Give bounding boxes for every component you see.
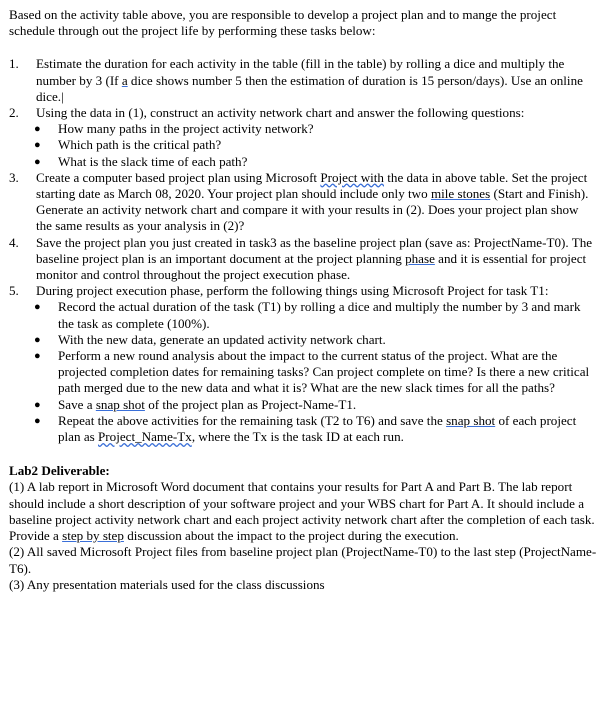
bullet-item: ● Which path is the critical path? [34, 137, 222, 153]
deliverable-item-2: (2) All saved Microsoft Project files from baseline project plan (ProjectName-T0) to the last step (ProjectName-T6). [9, 544, 597, 576]
task-4: 4. Save the project plan you just created in task3 as the baseline project plan (save as: ProjectName-T0). The baseline project plan is an important document at the project planning phase and it is essential for project monitor and control throughout the project execution phase. [9, 234, 593, 283]
bullet-item: ● Perform a new round analysis about the impact to the current status of the project. What are the projected completion dates for remaining tasks? Can project complete on time? Is there a new critical path merged due to the new data and what it is? What are the new slack times for all the paths? [34, 348, 590, 396]
task-5: 5. During project execution phase, perform the following things using Microsoft Project for task T1: [9, 283, 549, 299]
bullet-icon: ● [34, 414, 41, 427]
task-2-bullets [9, 121, 597, 170]
task-list [9, 56, 597, 121]
task-text: Estimate the duration for each activity in the table (fill in the table) by rolling a dice and multiply the number by 3 (If [36, 56, 565, 88]
task-3: 3. Create a computer based project plan using Microsoft Project with the data in above table. Set the project starting date as March 08, 2020. Your project plan should include only two mile stones (Start and Finish). Generate an activity network chart and compare it with your results in (2). Does your project plan show the same results as your analysis in (2)? [9, 169, 589, 234]
task-number: 1. [9, 56, 19, 72]
task-number: 5. [9, 283, 19, 299]
task-list-cont [9, 170, 597, 300]
task-number: 4. [9, 234, 19, 250]
intro-paragraph: Based on the activity table above, you are responsible to develop a project plan and to mange the project schedule through out the project life by performing these tasks below: [9, 7, 557, 39]
bullet-icon: ● [34, 155, 41, 168]
task-2 [9, 105, 597, 121]
bullet-item: ● With the new data, generate an updated activity network chart. [34, 331, 386, 347]
bullet-item: ● What is the slack time of each path? [34, 153, 248, 169]
bullet-item: ● How many paths in the project activity network? [34, 121, 314, 137]
deliverable-item-1: (1) A lab report in Microsoft Word document that contains your results for Part A and Part B. The lab report should include a short description of your software project and your WBS chart for Part A. It should include a baseline project activity network chart and each project activity network chart after the completion of each task. Provide a step by step discussion about the impact to the project during the execution. [9, 479, 595, 544]
task-text: Using the data in (1), construct an activity network chart and answer the following questions: [36, 105, 525, 121]
bullet-icon: ● [34, 123, 41, 136]
bullet-item: ● Repeat the above activities for the remaining task (T2 to T6) and save the snap shot of each project plan as Project_Name-Tx, where the Tx is the task ID at each run. [34, 412, 577, 445]
task-number: 3. [9, 169, 19, 185]
bullet-icon: ● [34, 301, 41, 314]
bullet-icon: ● [34, 139, 41, 152]
task-number: 2. [9, 105, 19, 121]
deliverable-item-3: (3) Any presentation materials used for the class discussions [9, 576, 325, 592]
bullet-item: ● Save a snap shot of the project plan as Project-Name-T1. [34, 396, 357, 412]
bullet-icon: ● [34, 333, 41, 346]
bullet-item: ● Record the actual duration of the task (T1) by rolling a dice and multiply the number by 3 and mark the task as complete (100%). [34, 299, 581, 331]
deliverable-section [9, 463, 597, 593]
task-5-bullets [9, 299, 597, 445]
deliverable-title: Lab2 Deliverable: [9, 463, 110, 479]
bullet-icon: ● [34, 350, 41, 363]
task-1: 1. Estimate the duration for each activity in the table (fill in the table) by rolling a dice and multiply the number by 3 (If a dice shows number 5 then the estimation of duration is 15 person/days). Use an online dice.| [9, 56, 583, 104]
bullet-icon: ● [34, 398, 41, 411]
